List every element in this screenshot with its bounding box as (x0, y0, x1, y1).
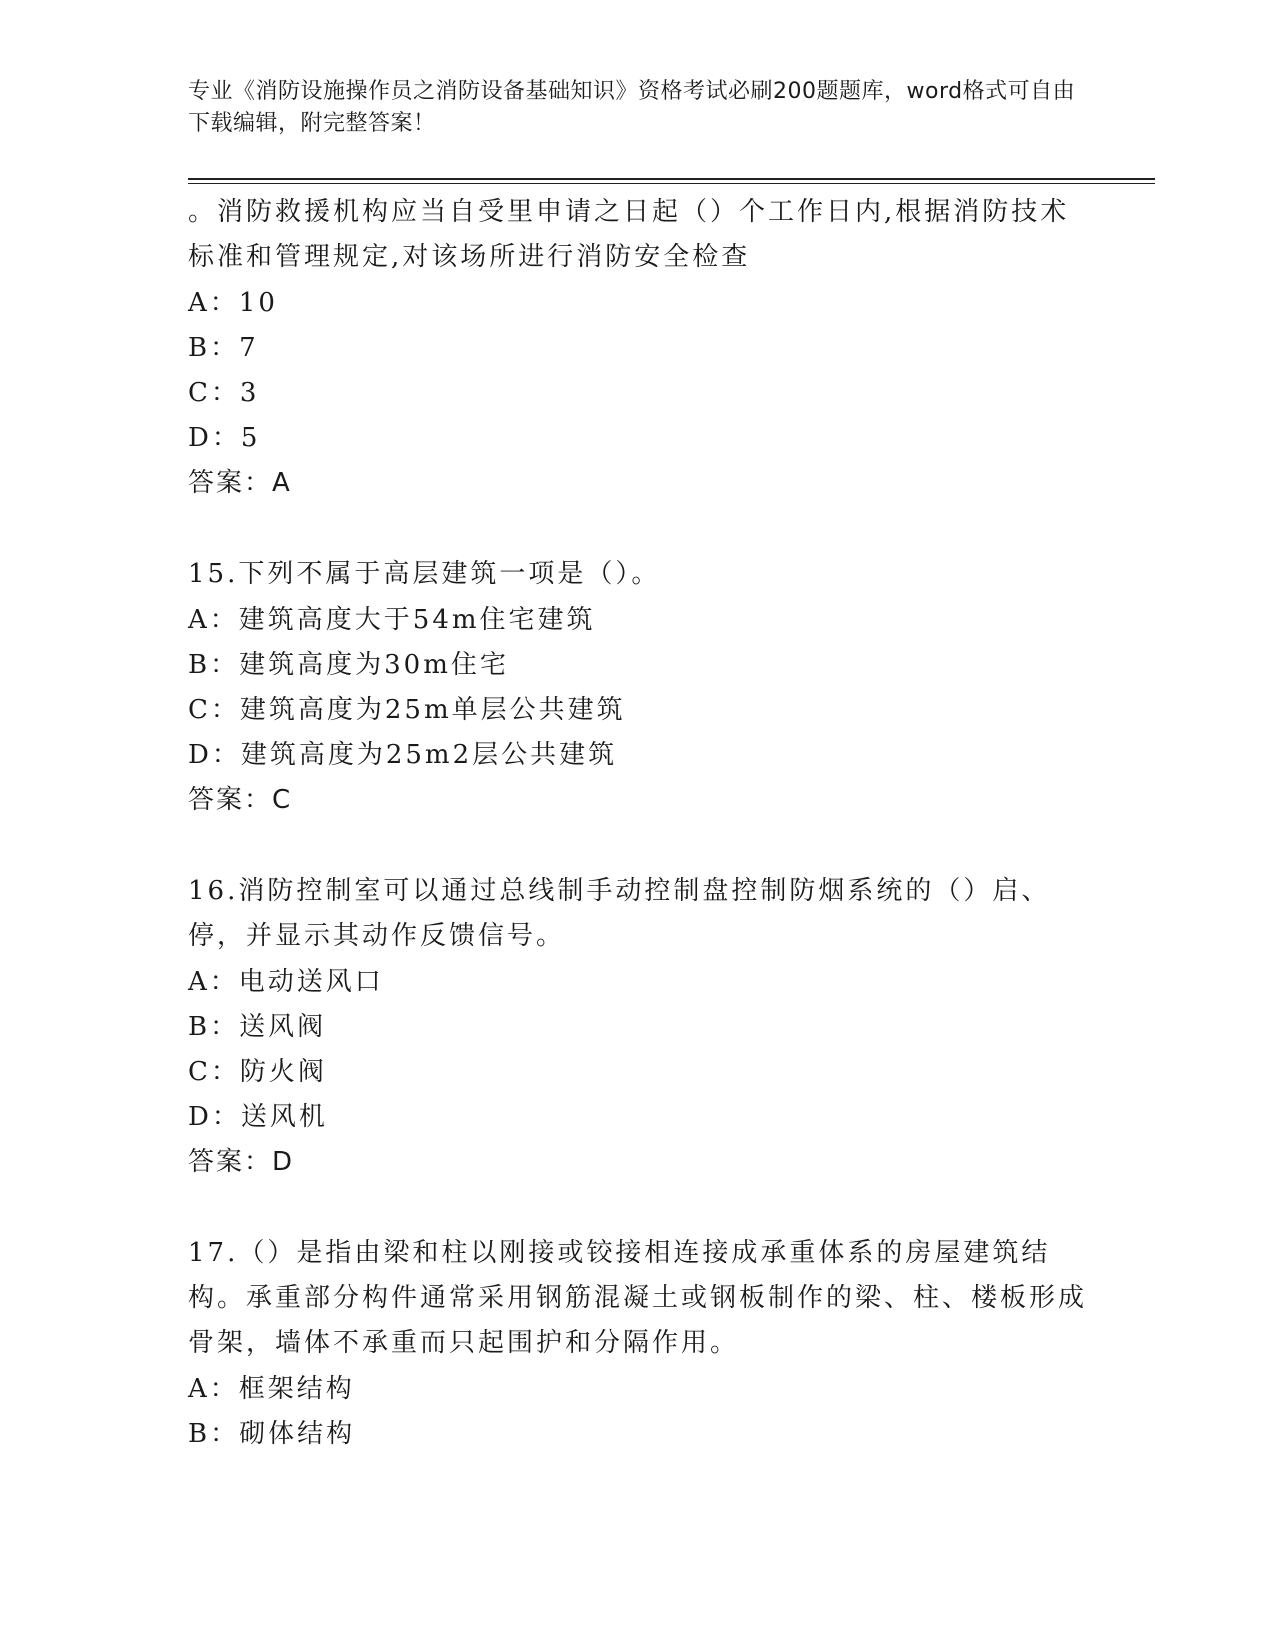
option-a: A：建筑高度大于54m住宅建筑 (188, 605, 596, 635)
question-spacer (188, 505, 1088, 552)
option-c: C：建筑高度为25m单层公共建筑 (188, 695, 626, 725)
answer-line: 答案：A (188, 468, 292, 498)
question-block (188, 1231, 1088, 1457)
option-d: D：送风机 (188, 1102, 328, 1132)
answer-line: 答案：C (188, 785, 293, 815)
question-block (188, 190, 1088, 505)
option-c: C：3 (188, 378, 260, 408)
option-b: B：7 (188, 333, 259, 363)
question-spacer (188, 1184, 1088, 1231)
question-stem: 15.下列不属于高层建筑一项是（）。 (188, 559, 661, 589)
header-divider-thin (188, 183, 1155, 184)
option-c: C：防火阀 (188, 1057, 327, 1087)
option-a: A：10 (188, 288, 278, 318)
header-divider-thick (188, 178, 1155, 180)
question-list (188, 190, 1088, 1457)
option-a: A：框架结构 (188, 1374, 355, 1404)
option-d: D：5 (188, 423, 261, 453)
answer-line: 答案：D (188, 1147, 295, 1177)
question-stem: 16.消防控制室可以通过总线制手动控制盘控制防烟系统的（）启、停，并显示其动作反馈信号。 (188, 876, 1051, 951)
question-spacer (188, 822, 1088, 869)
document-header: 专业《消防设施操作员之消防设备基础知识》资格考试必刷200题题库，word格式可自由下载编辑，附完整答案！ (188, 79, 1076, 136)
question-stem: 17.（）是指由梁和柱以刚接或铰接相连接成承重体系的房屋建筑结构。承重部分构件通常采用钢筋混凝土或钢板制作的梁、柱、楼板形成骨架，墙体不承重而只起围护和分隔作用。 (188, 1238, 1088, 1358)
question-stem: 。消防救援机构应当自受里申请之日起（）个工作日内,根据消防技术标准和管理规定,对该场所进行消防安全检查 (188, 197, 1070, 272)
question-block (188, 869, 1088, 1184)
option-b: B：送风阀 (188, 1012, 327, 1042)
question-block (188, 552, 1088, 822)
option-a: A：电动送风口 (188, 967, 384, 997)
option-b: B：砌体结构 (188, 1419, 356, 1449)
option-b: B：建筑高度为30m住宅 (188, 650, 509, 680)
option-d: D：建筑高度为25m2层公共建筑 (188, 740, 618, 770)
